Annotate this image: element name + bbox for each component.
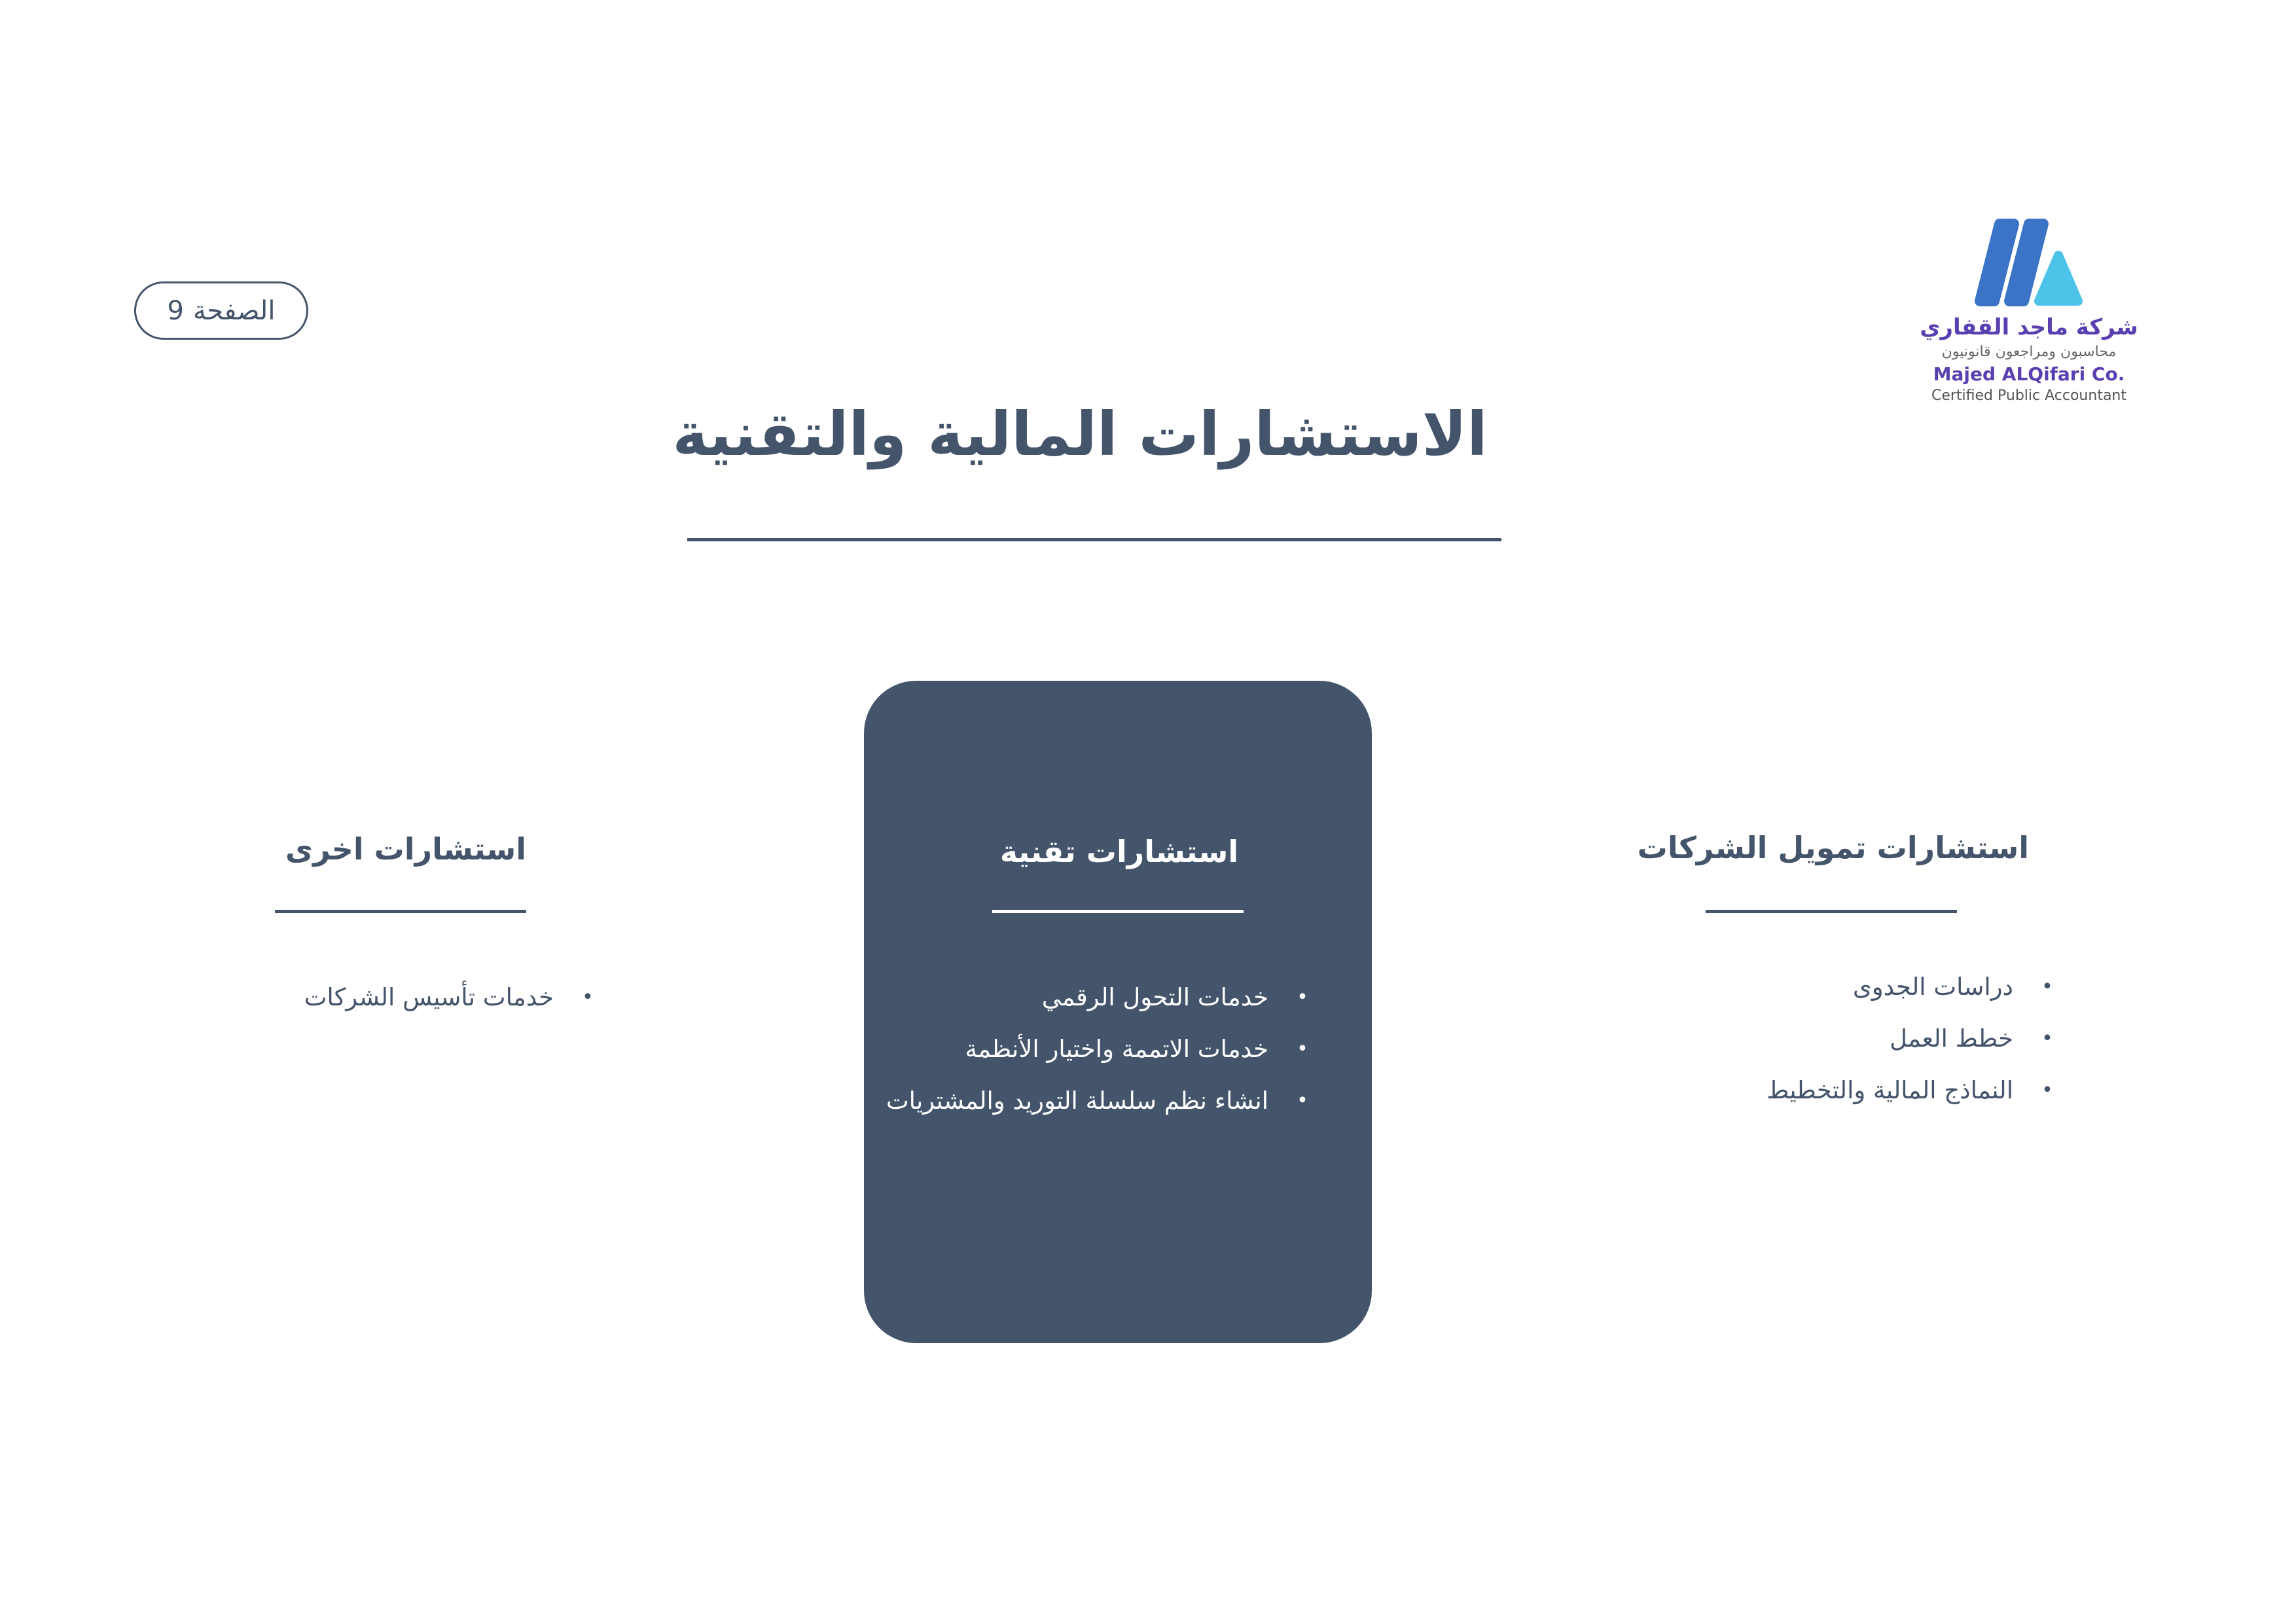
other-heading: استشارات اخرى [285,831,527,867]
page-number-badge [134,281,308,340]
bullet-icon: • [1297,1089,1308,1112]
list-item-text: خطط العمل [1890,1024,2013,1053]
list-item-text: خدمات الاتممة واختيار الأنظمة [965,1035,1268,1063]
bullet-icon: • [1297,1038,1308,1060]
page-title: الاستشارات المالية والتقنية [672,399,1488,469]
list-item [886,971,1309,1023]
bullet-icon: • [1297,986,1308,1009]
page-number-value: 9 [167,295,184,326]
bullet-icon: • [582,986,594,1009]
financing-heading: استشارات تمويل الشركات [1637,830,2029,865]
page-number-word: الصفحة [192,295,276,326]
list-item-text: خدمات التحول الرقمي [1041,983,1268,1011]
list-item [1767,961,2054,1013]
logo-name-english: Majed ALQifari Co. [1933,363,2125,385]
financing-divider [1706,910,1957,913]
bullet-icon: • [2041,1027,2053,1050]
bullet-icon: • [2041,1079,2053,1102]
list-item-text: النماذج المالية والتخطيط [1767,1076,2013,1104]
logo-name-arabic: شركة ماجد القفاري [1920,314,2138,340]
technical-heading: استشارات تقنية [999,834,1239,869]
list-item [1767,1064,2054,1116]
bullet-icon: • [2041,975,2053,998]
other-divider [275,910,526,913]
list-item [886,1023,1309,1075]
technical-divider [992,910,1244,913]
logo-tagline-arabic: محاسبون ومراجعون قانونيون [1941,344,2117,360]
logo-tagline-english: Certified Public Accountant [1931,388,2126,404]
financing-list [1767,961,2054,1116]
other-list [304,971,594,1023]
list-item [886,1075,1309,1127]
company-logo [1911,216,2147,412]
list-item-text: انشاء نظم سلسلة التوريد والمشتريات [886,1087,1268,1115]
technical-list [886,971,1309,1127]
logo-mark-icon [1973,216,2085,314]
list-item [304,971,594,1023]
list-item-text: خدمات تأسيس الشركات [304,983,554,1011]
list-item [1767,1013,2054,1064]
title-divider [687,538,1501,541]
list-item-text: دراسات الجدوى [1852,973,2013,1001]
